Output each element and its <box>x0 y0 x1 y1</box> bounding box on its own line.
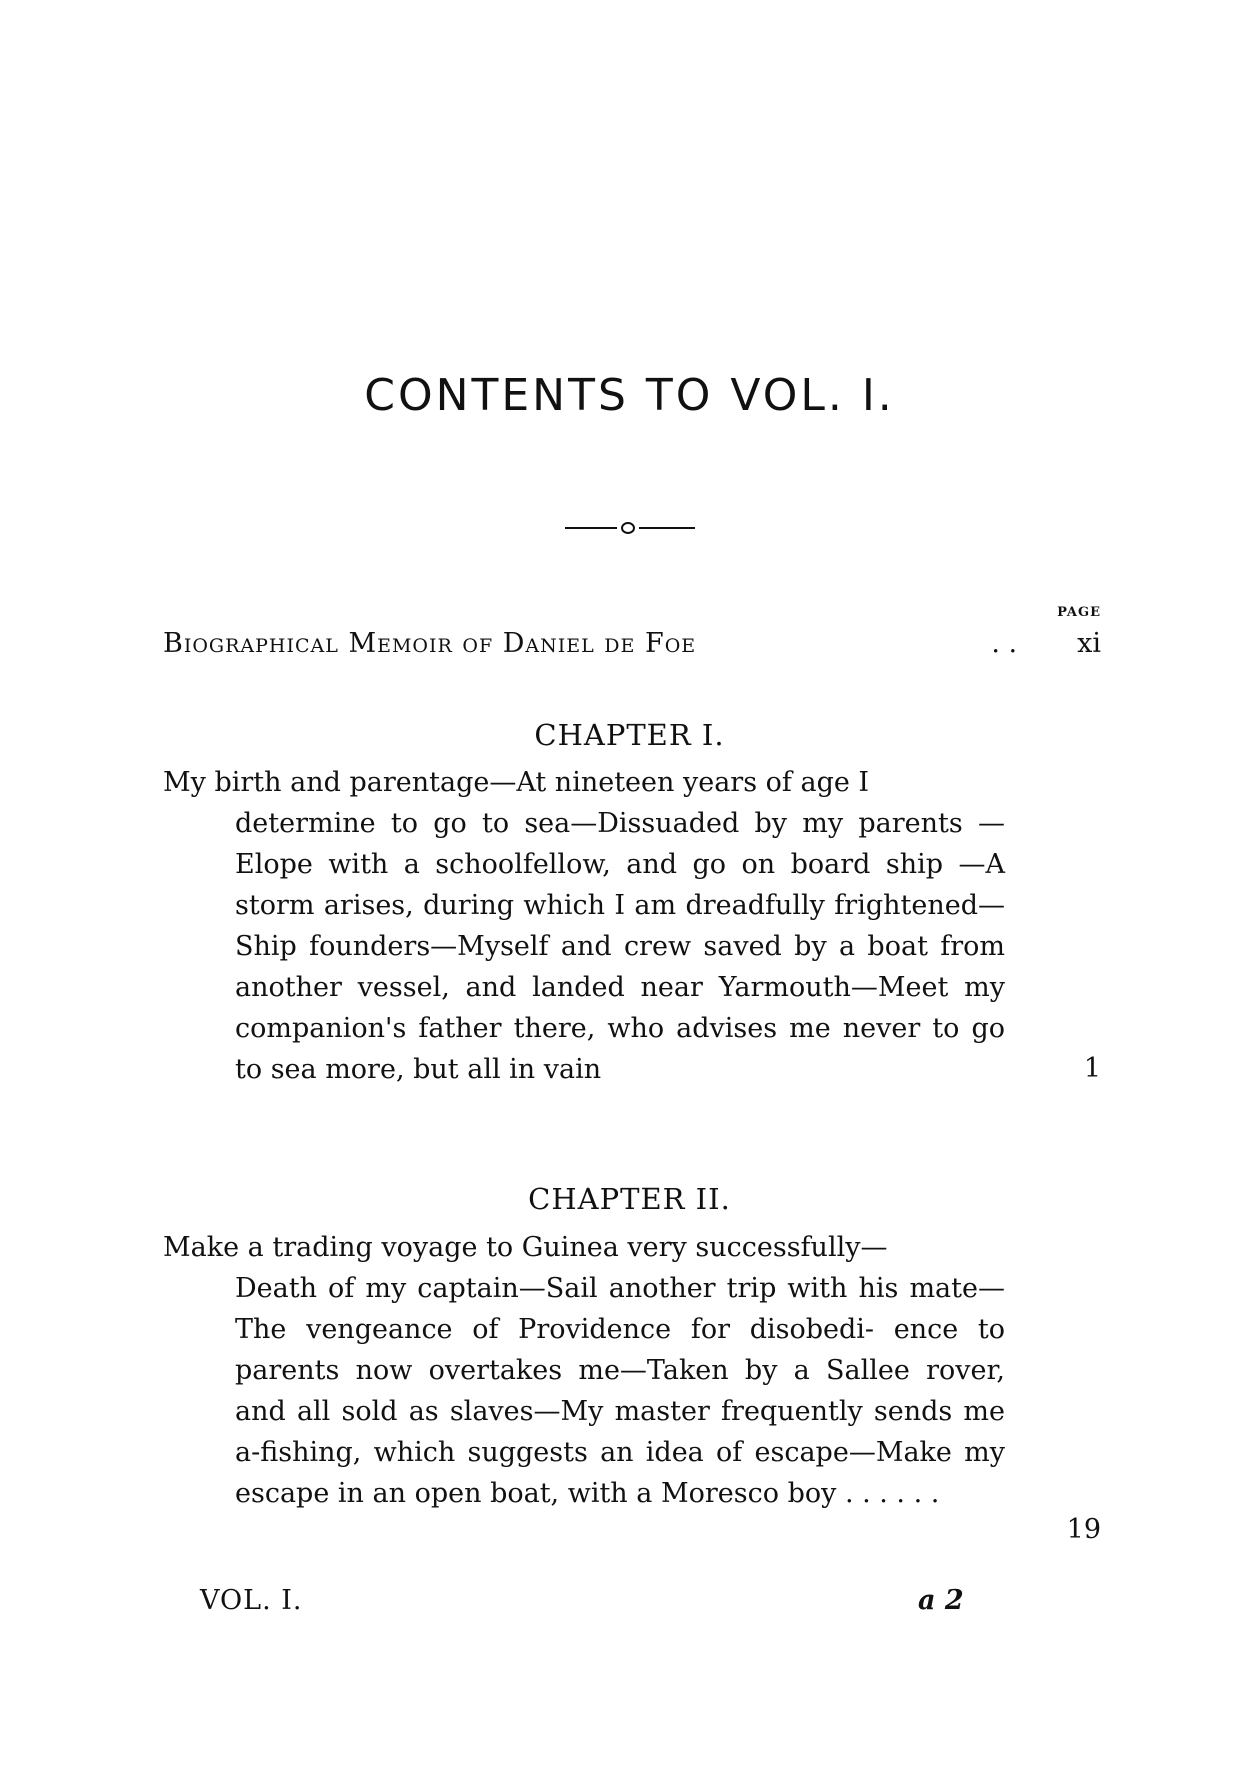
ornament-rule <box>565 518 695 538</box>
page-column-heading: PAGE <box>1057 605 1101 620</box>
chapter-2-first-line: Make a trading voyage to Guinea very successfully— <box>163 1232 888 1263</box>
chapter-2-heading: CHAPTER II. <box>528 1182 731 1216</box>
printer-signature: a 2 <box>918 1585 964 1616</box>
chapter-2-continuation: Death of my captain—Sail another trip with his mate—The vengeance of Providence for disobedi- ence to parents now overtakes me—Taken by a Sallee rover, and all sold as slaves—My master frequently sends me a-fishing, which suggests an idea of escape—Make my escape in an open boat, with a Moresco boy . . . . . . <box>235 1273 1005 1509</box>
volume-signature: VOL. I. <box>200 1585 303 1616</box>
memoir-page-number: xi <box>1077 628 1101 659</box>
memoir-entry <box>163 628 1101 659</box>
chapter-1-continuation: determine to go to sea—Dissuaded by my parents —Elope with a schoolfellow, and go on board ship —A storm arises, during which I am dreadfully frightened—Ship founders—Myself and crew saved by a boat from another vessel, and landed near Yarmouth—Meet my companion's father there, who advises me never to go to sea more, but all in vain <box>235 808 1005 1085</box>
chapter-1-summary <box>163 762 1005 1090</box>
chapter-2-summary <box>163 1227 1005 1514</box>
chapter-1-page-number: 1 <box>1083 1053 1101 1084</box>
memoir-label: Biographical Memoir of Daniel de Foe <box>163 628 697 659</box>
chapter-2-page-number: 19 <box>1066 1514 1101 1545</box>
memoir-leaders: . . <box>991 628 1018 659</box>
chapter-1-first-line: My birth and parentage—At nineteen years of age I <box>163 767 870 798</box>
chapter-1-heading: CHAPTER I. <box>534 718 725 752</box>
page-title: CONTENTS TO VOL. I. <box>364 370 895 421</box>
